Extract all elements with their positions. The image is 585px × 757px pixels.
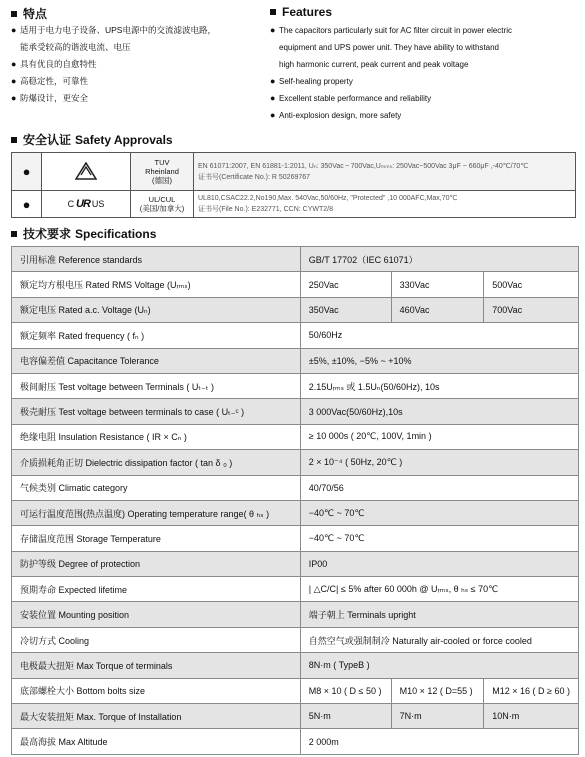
spec-parameter: 最大安装扭矩 Max. Torque of Installation <box>12 704 301 729</box>
spec-value: | △C/C| ≤ 5% after 60 000h @ Uᵣₘₛ, θ ₕₛ ≤ 70℃ <box>300 577 578 602</box>
bullet-dot-icon: ● <box>11 76 17 86</box>
spec-parameter: 最高海拔 Max Altitude <box>12 729 301 754</box>
features-en-heading <box>270 5 332 19</box>
spec-value: 350Vac <box>300 297 391 322</box>
list-item: high harmonic current, peak current and peak voltage <box>279 60 469 69</box>
square-bullet-icon <box>270 9 276 15</box>
warning-triangle-icon <box>75 162 97 180</box>
specs-table <box>11 246 579 755</box>
table-row <box>12 475 579 500</box>
spec-value: −40℃ ~ 70℃ <box>300 526 578 551</box>
spec-value: GB/T 17702（IEC 61071） <box>300 247 578 272</box>
specs-cn-title: 技术要求 <box>23 227 72 241</box>
table-row <box>12 450 579 475</box>
table-row <box>12 653 579 678</box>
list-item: ● Self-healing property <box>270 73 580 90</box>
approval-org: TUV Rheinland (德国) <box>131 153 194 191</box>
table-row <box>12 373 579 398</box>
table-row <box>12 297 579 322</box>
list-item: ● 高稳定性，可靠性 <box>11 73 261 90</box>
ul-mark-icon: UR <box>76 198 90 210</box>
bullet-dot-icon: ● <box>270 76 276 86</box>
spec-parameter: 可运行温度范围(热点温度) Operating temperature range( θ ₕₛ ) <box>12 500 301 525</box>
spec-value: 自然空气或强制制冷 Naturally air-cooled or force cooled <box>300 627 578 652</box>
spec-parameter: 极壳耐压 Test voltage between terminals to case ( Uₜ₋ᶜ ) <box>12 399 301 424</box>
table-row <box>12 424 579 449</box>
bullet-dot-icon: ● <box>11 25 17 35</box>
specs-heading <box>11 225 156 242</box>
spec-value: 7N·m <box>391 704 484 729</box>
list-item: ● 适用于电力电子设备、UPS电源中的交流滤波电路， <box>11 22 261 39</box>
spec-parameter: 额定均方根电压 Rated RMS Voltage (Uᵣₘₛ) <box>12 272 301 297</box>
spec-value: 2 × 10⁻⁴ ( 50Hz, 20℃ ) <box>300 450 578 475</box>
list-item: equipment and UPS power unit. They have ability to withstand <box>279 43 499 52</box>
spec-value: 50/60Hz <box>300 323 578 348</box>
spec-value: 500Vac <box>484 272 579 297</box>
table-row <box>12 602 579 627</box>
spec-value: 8N·m ( TypeB ) <box>300 653 578 678</box>
square-bullet-icon <box>11 231 17 237</box>
table-row <box>12 526 579 551</box>
features-en-title: Features <box>282 5 333 19</box>
spec-parameter: 绝缘电阻 Insulation Resistance ( IR × Cₙ ) <box>12 424 301 449</box>
spec-value: 40/70/56 <box>300 475 578 500</box>
spec-value: M12 × 16 ( D ≥ 60 ) <box>484 678 579 703</box>
spec-parameter: 气候类别 Climatic category <box>12 475 301 500</box>
spec-value: −40℃ ~ 70℃ <box>300 500 578 525</box>
spec-value: 250Vac <box>300 272 391 297</box>
table-row <box>12 627 579 652</box>
spec-value: 330Vac <box>391 272 484 297</box>
table-row <box>12 399 579 424</box>
approval-description: UL810,CSAC22.2,No190,Max. 540Vac,50/60Hz, "Protected" ,10 000AFC,Max,70℃ 证书号(File No.): E232771, CCN: CYWT2/8 <box>194 191 576 218</box>
spec-parameter: 底部螺栓大小 Bottom bolts size <box>12 678 301 703</box>
table-row <box>12 551 579 576</box>
list-item: ● 防爆设计，更安全 <box>11 90 261 107</box>
table-row <box>12 272 579 297</box>
table-row <box>12 500 579 525</box>
bullet-dot-icon: ● <box>11 93 17 103</box>
spec-parameter: 电容偏差值 Capacitance Tolerance <box>12 348 301 373</box>
list-item: ● The capacitors particularly suit for AC filter circuit in power electric <box>270 22 580 39</box>
spec-parameter: 安装位置 Mounting position <box>12 602 301 627</box>
tuv-triangle-logo <box>42 153 131 191</box>
spec-parameter: 介质损耗角正切 Dielectric dissipation factor ( tan δ ₀ ) <box>12 450 301 475</box>
bullet-dot-icon: ● <box>270 93 276 103</box>
spec-value: 460Vac <box>391 297 484 322</box>
approvals-cn-title: 安全认证 <box>23 133 72 147</box>
spec-value: 2 000m <box>300 729 578 754</box>
spec-parameter: 预期寿命 Expected lifetime <box>12 577 301 602</box>
square-bullet-icon <box>11 11 17 17</box>
bullet-dot-icon: ● <box>11 59 17 69</box>
approval-row-tuv <box>12 153 576 191</box>
spec-parameter: 额定频率 Rated frequency ( fₙ ) <box>12 323 301 348</box>
approval-bullet: ● <box>12 153 42 191</box>
table-row <box>12 247 579 272</box>
table-row <box>12 729 579 754</box>
specs-en-title: Specifications <box>75 226 157 241</box>
ul-recognized-logo: C UR US <box>42 191 131 218</box>
spec-value: 2.15Uᵣₘₛ 或 1.5Uₙ(50/60Hz), 10s <box>300 373 578 398</box>
spec-value: 3 000Vac(50/60Hz),10s <box>300 399 578 424</box>
bullet-dot-icon: ● <box>270 110 276 120</box>
table-row <box>12 577 579 602</box>
features-cn-list <box>11 22 261 107</box>
spec-parameter: 额定电压 Rated a.c. Voltage (Uₙ) <box>12 297 301 322</box>
table-row <box>12 678 579 703</box>
spec-value: 10N·m <box>484 704 579 729</box>
spec-parameter: 存储温度范围 Storage Temperature <box>12 526 301 551</box>
spec-parameter: 电极最大扭矩 Max Torque of terminals <box>12 653 301 678</box>
approval-row-ul <box>12 191 576 218</box>
spec-parameter: 引用标准 Reference standards <box>12 247 301 272</box>
list-item: 能承受较高的谐波电流、电压 <box>20 42 131 52</box>
bullet-dot-icon: ● <box>270 25 276 35</box>
table-row <box>12 323 579 348</box>
spec-value: 700Vac <box>484 297 579 322</box>
spec-value: M8 × 10 ( D ≤ 50 ) <box>300 678 391 703</box>
spec-value: ≥ 10 000s ( 20℃, 100V, 1min ) <box>300 424 578 449</box>
spec-value: ±5%, ±10%, −5% ~ +10% <box>300 348 578 373</box>
approval-org: UL/CUL (美国/加拿大) <box>131 191 194 218</box>
features-cn-title: 特点 <box>23 7 48 21</box>
spec-value: M10 × 12 ( D=55 ) <box>391 678 484 703</box>
approvals-table <box>11 152 576 218</box>
approval-bullet: ● <box>12 191 42 218</box>
spec-parameter: 极间耐压 Test voltage between Terminals ( Uₜ₋ₜ ) <box>12 373 301 398</box>
approvals-heading <box>11 131 173 148</box>
features-en-list <box>270 22 580 124</box>
table-row <box>12 704 579 729</box>
list-item: ● 具有优良的自愈特性 <box>11 56 261 73</box>
list-item: ● Excellent stable performance and reliability <box>270 90 580 107</box>
spec-value: IP00 <box>300 551 578 576</box>
square-bullet-icon <box>11 137 17 143</box>
table-row <box>12 348 579 373</box>
spec-parameter: 冷切方式 Cooling <box>12 627 301 652</box>
approval-description: EN 61071:2007, EN 61881-1:2011, Uₙ: 350Vac ~ 700Vac,Uₘₘₛ: 250Vac~500Vac 3μF ~ 660μF ,-40℃/70℃ 证书号(Certificate No.): R 50269767 <box>194 153 576 191</box>
spec-parameter: 防护等级 Degree of protection <box>12 551 301 576</box>
approvals-en-title: Safety Approvals <box>75 132 173 147</box>
list-item: ● Anti-explosion design, more safety <box>270 107 580 124</box>
spec-value: 5N·m <box>300 704 391 729</box>
spec-value: 端子朝上 Terminals upright <box>300 602 578 627</box>
features-cn-heading <box>11 5 47 22</box>
